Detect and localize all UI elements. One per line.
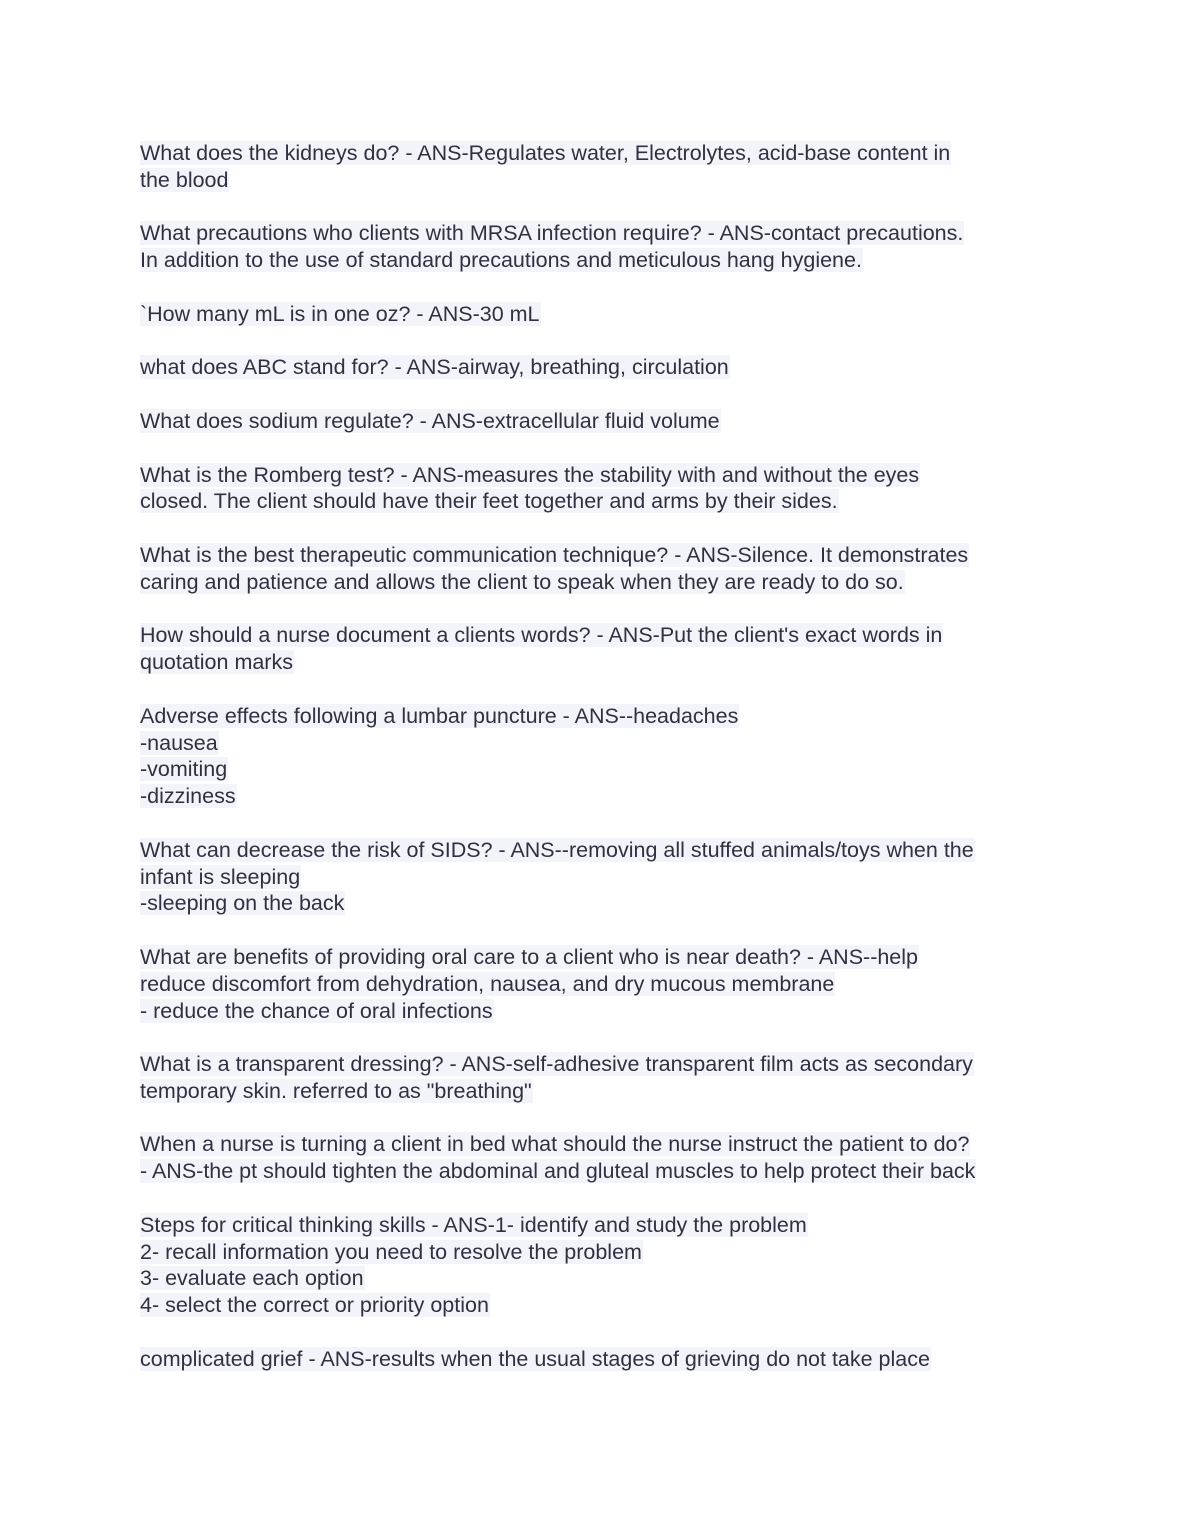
qa-line: What can decrease the risk of SIDS? - ANS--removing all stuffed animals/toys when the bbox=[140, 837, 974, 862]
qa-line: closed. The client should have their feet together and arms by their sides. bbox=[140, 489, 838, 514]
qa-entry bbox=[140, 1051, 1060, 1105]
qa-line: In addition to the use of standard precautions and meticulous hang hygiene. bbox=[140, 248, 862, 273]
qa-line: what does ABC stand for? - ANS-airway, breathing, circulation bbox=[140, 355, 729, 380]
qa-line: What is the Romberg test? - ANS-measures the stability with and without the eyes bbox=[140, 462, 920, 487]
qa-entry bbox=[140, 220, 1060, 274]
qa-entry bbox=[140, 622, 1060, 676]
qa-line: 4- select the correct or priority option bbox=[140, 1293, 489, 1318]
qa-line: 3- evaluate each option bbox=[140, 1266, 364, 1291]
qa-line: When a nurse is turning a client in bed what should the nurse instruct the patient to do? bbox=[140, 1132, 970, 1157]
qa-entry bbox=[140, 301, 1060, 328]
qa-line: complicated grief - ANS-results when the usual stages of grieving do not take place bbox=[140, 1346, 930, 1371]
qa-line: Steps for critical thinking skills - ANS-1- identify and study the problem bbox=[140, 1212, 807, 1237]
qa-line: -sleeping on the back bbox=[140, 891, 345, 916]
qa-line: the blood bbox=[140, 167, 229, 192]
qa-entry bbox=[140, 703, 1060, 810]
qa-entry bbox=[140, 837, 1060, 917]
qa-line: -nausea bbox=[140, 730, 218, 755]
qa-line: `How many mL is in one oz? - ANS-30 mL bbox=[140, 301, 540, 326]
qa-line: Adverse effects following a lumbar puncture - ANS--headaches bbox=[140, 703, 739, 728]
qa-line: -vomiting bbox=[140, 757, 228, 782]
qa-line: - reduce the chance of oral infections bbox=[140, 998, 493, 1023]
qa-entry bbox=[140, 462, 1060, 516]
qa-line: caring and patience and allows the client to speak when they are ready to do so. bbox=[140, 569, 904, 594]
qa-line: 2- recall information you need to resolve the problem bbox=[140, 1239, 642, 1264]
qa-line: What does sodium regulate? - ANS-extracellular fluid volume bbox=[140, 408, 720, 433]
qa-line: -dizziness bbox=[140, 784, 236, 809]
qa-entry bbox=[140, 944, 1060, 1024]
qa-entry bbox=[140, 354, 1060, 381]
qa-line: temporary skin. referred to as "breathing" bbox=[140, 1078, 532, 1103]
qa-list bbox=[140, 140, 1060, 1399]
qa-line: What is the best therapeutic communication technique? - ANS-Silence. It demonstrates bbox=[140, 542, 969, 567]
qa-line: What are benefits of providing oral care to a client who is near death? - ANS--help bbox=[140, 944, 918, 969]
qa-line: What precautions who clients with MRSA infection require? - ANS-contact precautions. bbox=[140, 221, 964, 246]
qa-entry bbox=[140, 140, 1060, 194]
qa-line: reduce discomfort from dehydration, nausea, and dry mucous membrane bbox=[140, 971, 835, 996]
qa-entry bbox=[140, 1346, 1060, 1373]
qa-entry bbox=[140, 1212, 1060, 1319]
qa-entry bbox=[140, 408, 1060, 435]
qa-entry bbox=[140, 542, 1060, 596]
qa-line: - ANS-the pt should tighten the abdominal and gluteal muscles to help protect their back bbox=[140, 1159, 976, 1184]
qa-entry bbox=[140, 1131, 1060, 1185]
qa-line: What is a transparent dressing? - ANS-self-adhesive transparent film acts as secondary bbox=[140, 1052, 973, 1077]
qa-line: quotation marks bbox=[140, 650, 293, 675]
qa-line: What does the kidneys do? - ANS-Regulates water, Electrolytes, acid-base content in bbox=[140, 141, 951, 165]
qa-line: How should a nurse document a clients words? - ANS-Put the client's exact words in bbox=[140, 623, 943, 648]
qa-line: infant is sleeping bbox=[140, 864, 301, 889]
